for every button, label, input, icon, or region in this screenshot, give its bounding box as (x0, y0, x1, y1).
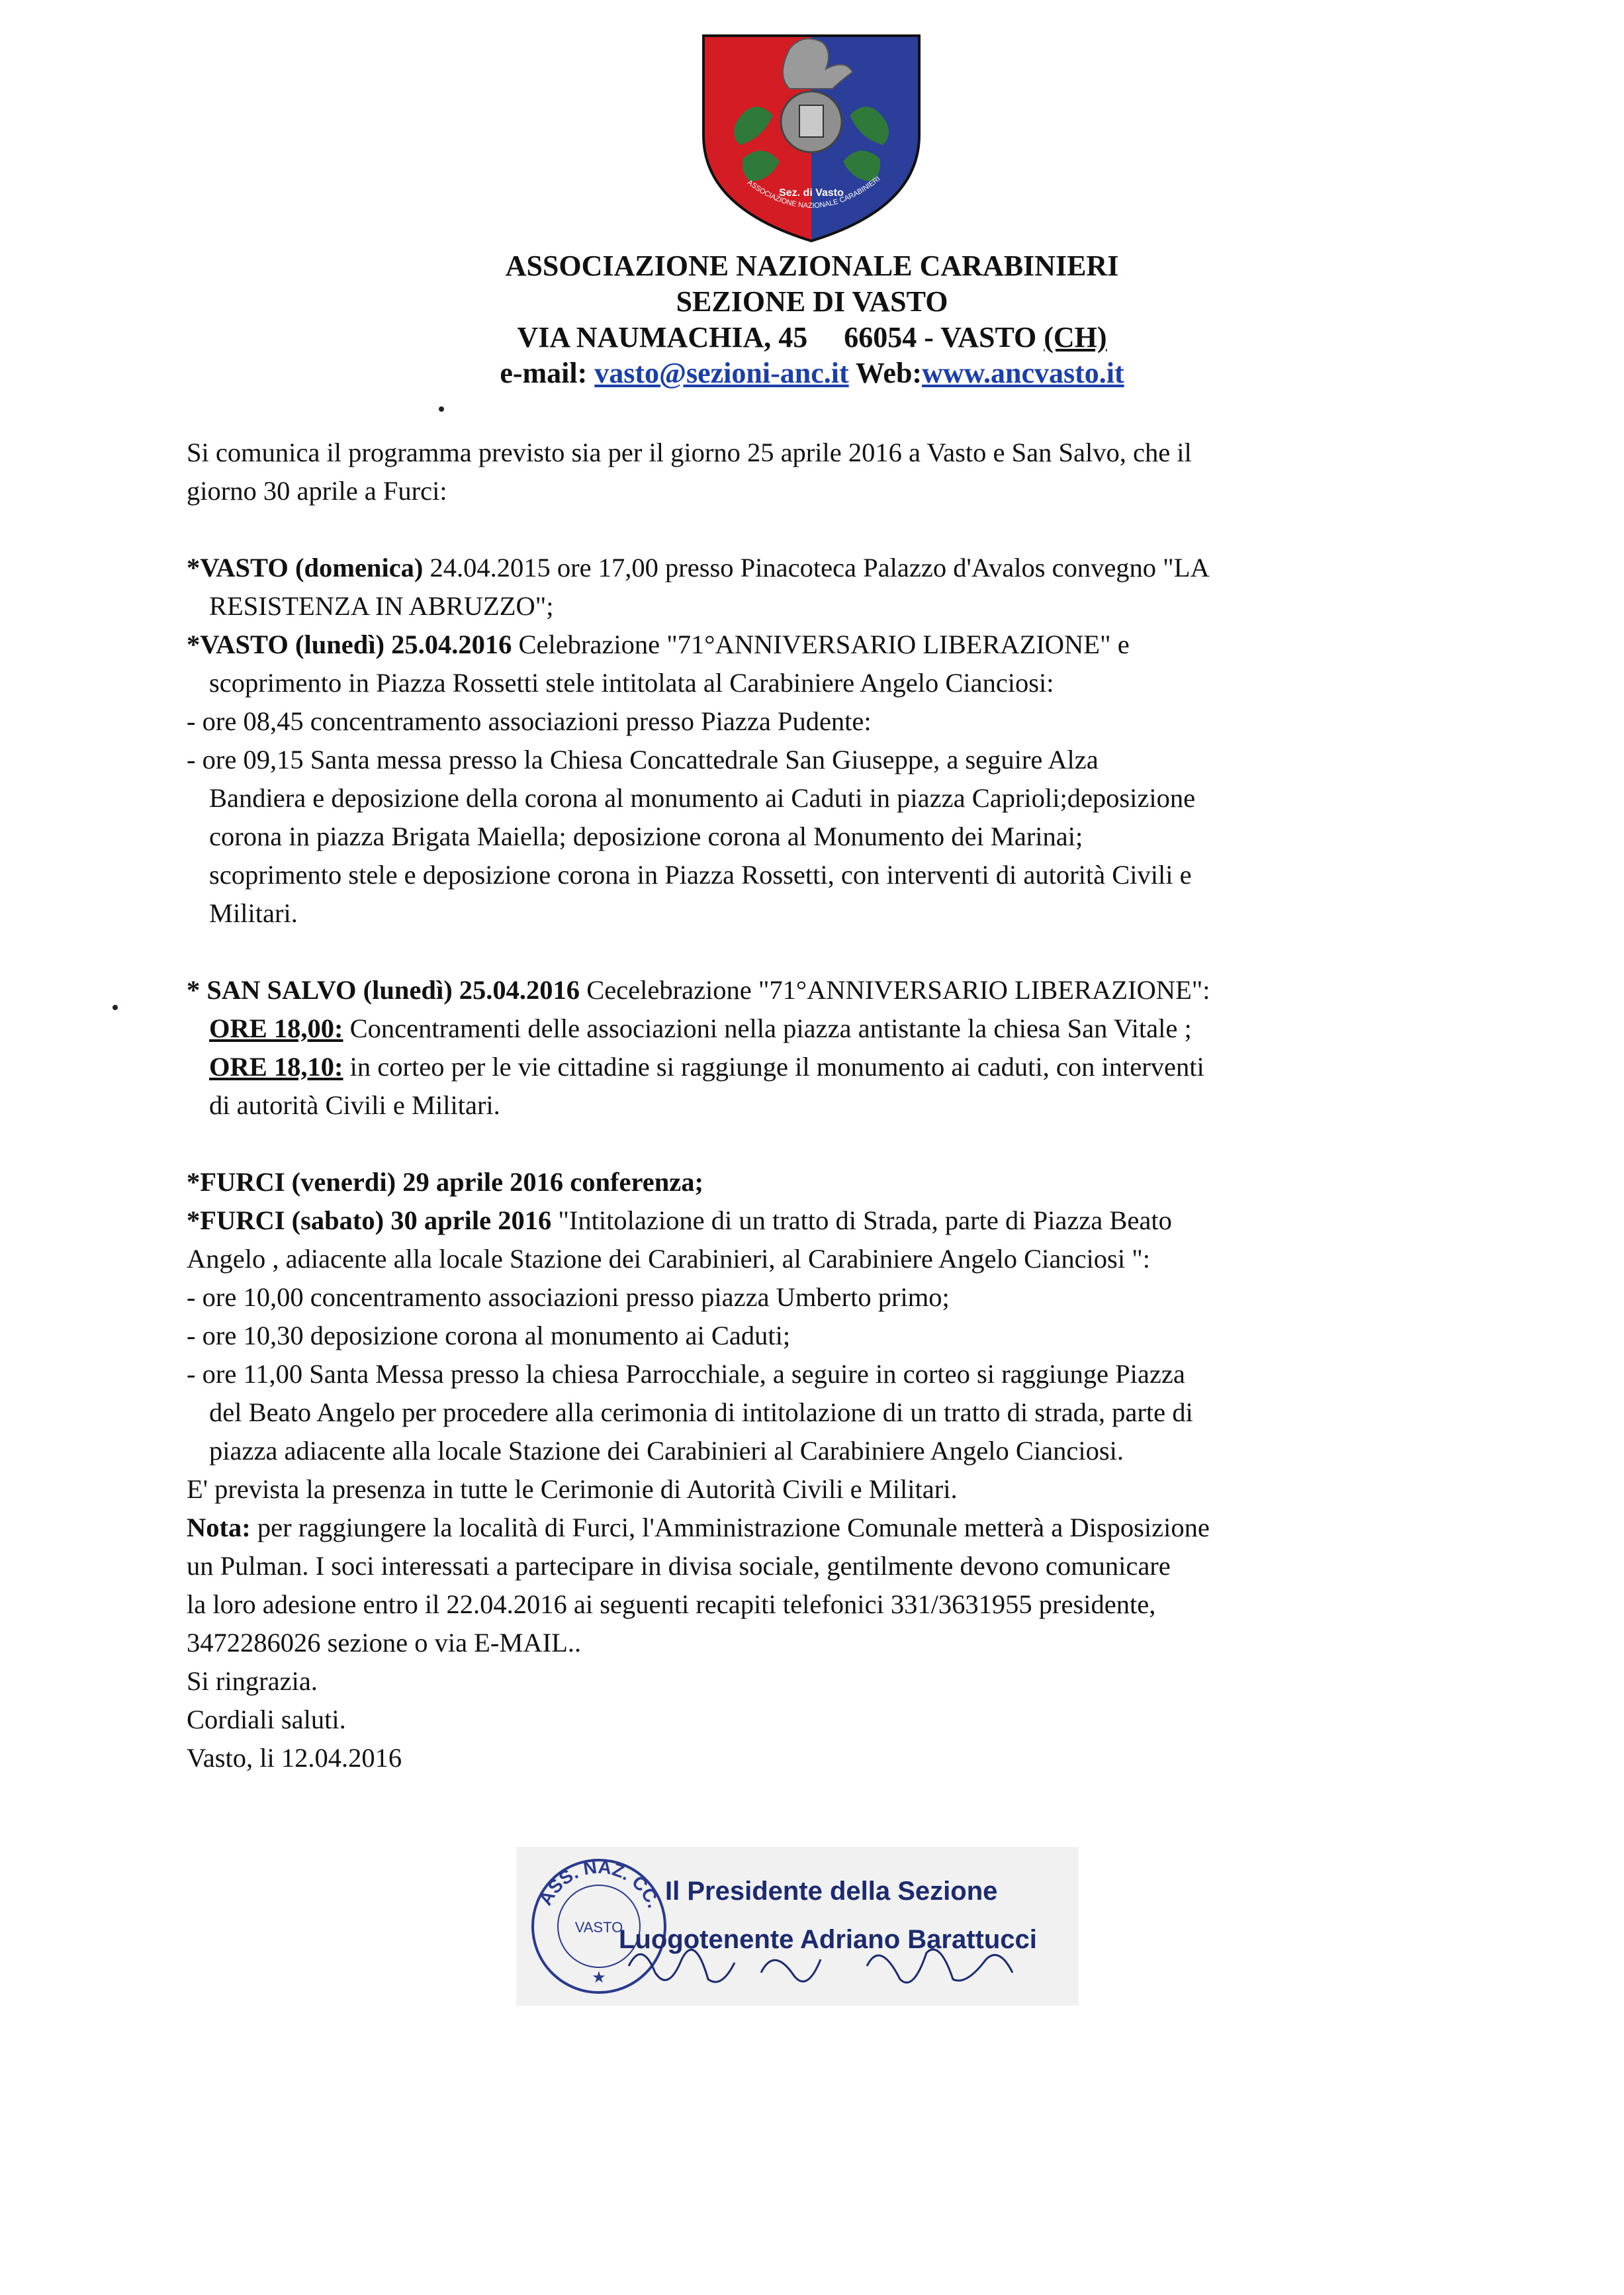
list-item: - ore 10,30 deposizione corona al monumento ai Caduti; (187, 1321, 791, 1350)
web-link[interactable]: www.ancvasto.it (922, 357, 1124, 389)
place-date: Vasto, li 12.04.2016 (187, 1743, 402, 1773)
svg-text:Sez. di Vasto: Sez. di Vasto (779, 187, 844, 199)
letter-body: Si comunica il programma previsto sia per il giorno 25 aprile 2016 a Vasto e San Salvo, che il giorno 30 aprile a Furci: *VASTO (domenica) 24.04.2015 ore 17,00 presso Pinacoteca Palazzo d'Avalos convegno "LA RESISTENZA IN ABRUZZO"; *VASTO (lunedì) 25.04.2016 Celebrazione "71°ANNIVERSARIO LIBERAZIONE" e scoprimento in Piazza Rossetti stele intitolata al Carabiniere Angelo Cianciosi: - ore 08,45 concentramento associazioni presso Piazza Pudente: - ore 09,15 Santa messa presso la Chiesa Concattedrale San Giuseppe, a seguire Alza Bandiera e deposizione della corona al monumento ai Caduti in piazza Caprioli;deposizione corona in piazza Brigata Maiella; deposizione corona al Monumento dei Marinai; scoprimento stele e deposizione corona in Piazza Rossetti, con interventi di autorità Civili e Militari. * SAN SALVO (lunedì) 25.04.2016 Cecelebrazione "71°ANNIVERSARIO LIBERAZIONE": ORE 18,00: Concentramenti delle associazioni nella piazza antistante la chiesa San Vitale ; ORE 18,10: in corteo per le vie cittadine si raggiunge il monumento ai caduti, con interventi di autorità Civili e Militari. *FURCI (venerdi) 29 aprile 2016 conferenza; *FURCI (sabato) 30 aprile 2016 "Intitolazione di un tratto di Strada, parte di Piazza Beato Angelo , adiacente alla locale Stazione dei Carabinieri, al Carabiniere Angelo Cianciosi ": - ore 10,00 concentramento associazioni presso piazza Umberto primo; - ore 10,30 deposizione corona al monumento ai Caduti; - ore 11,00 Santa Messa presso la chiesa Parrocchiale, a seguire in corteo si raggiunge Piazza del Beato Angelo per procedere alla cerimonia di intitolazione di un tratto di strada, parte di piazza adiacente alla locale Stazione dei Carabinieri al Carabiniere Angelo Cianciosi. E' prevista la presenza in tutte le Cerimonie di Autorità Civili e Militari. Nota: per raggiungere la località di Furci, l'Amministrazione Comunale metterà a Disposizione un Pulman. I soci interessati a partecipare in divisa sociale, gentilmente devono comunicare la loro adesione entro il 22.04.2016 ai seguenti recapiti telefonici 331/3631955 presidente, 3472286026 sezione o via E-MAIL.. Si ringrazia. Cordiali saluti. Vasto, li 12.04.2016 (187, 434, 1464, 1777)
president-title: Il Presidente della Sezione (665, 1877, 998, 1906)
list-item: - ore 09,15 Santa messa presso la Chiesa Concattedrale San Giuseppe, a seguire Alza (187, 745, 1099, 774)
presence-note: E' prevista la presenza in tutte le Cerimonie di Autorità Civili e Militari. (187, 1474, 958, 1504)
list-item: - ore 10,00 concentramento associazioni presso piazza Umberto primo; (187, 1282, 950, 1312)
address-line: VIA NAUMACHIA, 45 66054 - VASTO (CH) (517, 321, 1107, 353)
section-name: SEZIONE DI VASTO (676, 285, 948, 318)
carabinieri-shield-logo (690, 23, 932, 246)
list-item: - ore 11,00 Santa Messa presso la chiesa Parrocchiale, a seguire in corteo si raggiunge Piazza (187, 1359, 1185, 1389)
thanks: Si ringrazia. (187, 1666, 318, 1696)
handwritten-signature (615, 1926, 1026, 1999)
association-name: ASSOCIAZIONE NAZIONALE CARABINIERI (505, 250, 1119, 282)
svg-text:★: ★ (592, 1969, 606, 1987)
furci-intitolazione: *FURCI (sabato) 30 aprile 2016 "Intitolazione di un tratto di Strada, parte di Piazza Beato (187, 1205, 1172, 1235)
intro-line: giorno 30 aprile a Furci: (187, 476, 447, 506)
regards: Cordiali saluti. (187, 1705, 346, 1734)
vasto-convegno: *VASTO (domenica) 24.04.2015 ore 17,00 presso Pinacoteca Palazzo d'Avalos convegno "LA (187, 553, 1210, 583)
intro-line: Si comunica il programma previsto sia per il giorno 25 aprile 2016 a Vasto e San Salvo, che il (187, 438, 1192, 467)
svg-text:VASTO: VASTO (574, 1919, 623, 1936)
svg-text:ASS. NAZ. CC.: ASS. NAZ. CC. (535, 1856, 665, 1911)
san-salvo-celebrazione: * SAN SALVO (lunedì) 25.04.2016 Cecelebrazione "71°ANNIVERSARIO LIBERAZIONE": (187, 975, 1210, 1005)
list-item: - ore 08,45 concentramento associazioni presso Piazza Pudente: (187, 706, 872, 736)
vasto-celebrazione: *VASTO (lunedì) 25.04.2016 Celebrazione "71°ANNIVERSARIO LIBERAZIONE" e (187, 630, 1130, 659)
letterhead (0, 248, 1624, 391)
email-link[interactable]: vasto@sezioni-anc.it (594, 357, 849, 389)
furci-conferenza: *FURCI (venerdi) 29 aprile 2016 conferenza; (187, 1167, 703, 1197)
contact-line: e-mail: vasto@sezioni-anc.it Web:www.ancvasto.it (500, 357, 1124, 389)
president-name: Luogotenente Adriano Barattucci (619, 1925, 1037, 1954)
svg-text:ASSOCIAZIONE NAZIONALE CARABIN: ASSOCIAZIONE NAZIONALE CARABINIERI (745, 175, 882, 211)
signature-block (516, 1847, 1079, 2006)
nota: Nota: per raggiungere la località di Furci, l'Amministrazione Comunale metterà a Disposizione (187, 1513, 1210, 1542)
